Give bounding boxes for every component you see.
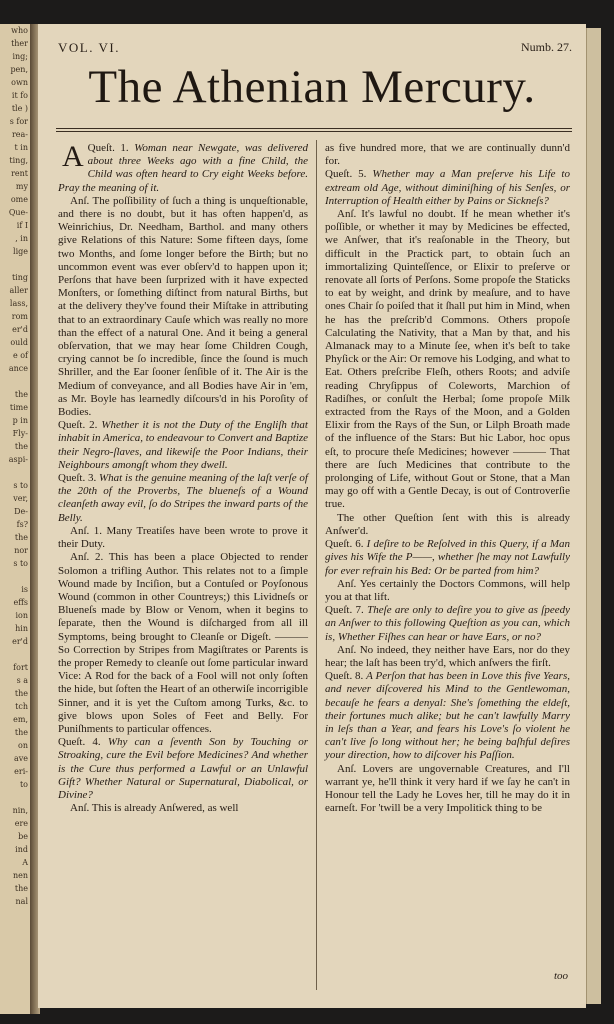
question-text: Woman near Newgate, was delivered about three Weeks ago with a fine Child, the Child was often heard to Cry eight Weeks before. Pray the meaning of it. — [58, 142, 308, 194]
catchword: too — [553, 970, 568, 982]
facing-page-text-fragment: rent — [11, 169, 28, 178]
masthead-rule-bottom — [56, 131, 572, 132]
facing-page-text-fragment: aller — [9, 286, 28, 295]
masthead-title: The Athenian Mercury. — [88, 61, 536, 113]
answer-text: Anſ. Yes certainly the Doctors Commons, will help you at that lift. — [325, 577, 570, 603]
facing-page-text-fragment: ver, — [13, 494, 28, 503]
answer-paragraph — [325, 578, 570, 604]
facing-page-text-fragment: the — [14, 442, 28, 451]
question-label: Queſt. 8. — [325, 670, 367, 683]
facing-page-text-fragment: lass, — [9, 299, 28, 308]
facing-page-text-fragment: the — [14, 728, 28, 737]
question-label: Queſt. 5. — [325, 168, 373, 181]
question-label: Queſt. 6. — [325, 538, 367, 551]
answer-text: Anſ. 2. This has been a place Objected to render Solomon a trifling Author. This relates not to a ſimple Wound made by Inciſion, but a Contuſed or Poyſonous Wound (common in other Countreys;) this Lividneſs or Blueneſs made by Blow or Venom, when it begins to ſeparate, then the Wound is diſcharged from all ill Symptoms, being brought to Cleanſe or Digeſt. ——— So Correction by Stripes from Magiſtrates or Parents is the proper Remedy to cleanſe out ſome particular inward Vice: A Rod for the back of a Fool will not only ſoften the hide, but ſoften the Heart of an otherwiſe incorrigible Sinner, and it is yet the Cuſtom among Turks, &c. to give blows upon Soles of Feet and Belly. For Puniſhments to particular offences. — [58, 551, 308, 735]
facing-page-text-fragment: the — [14, 689, 28, 698]
facing-page-text-fragment: lige — [13, 247, 28, 256]
facing-page-text-fragment: to — [19, 780, 28, 789]
facing-page-text-fragment: De- — [14, 507, 28, 516]
answer-paragraph — [58, 802, 308, 815]
question-label: Queſt. 7. — [325, 604, 368, 617]
facing-page-text-fragment — [0, 258, 30, 271]
answer-paragraph — [325, 142, 570, 168]
facing-page-text-fragment: t in — [14, 143, 28, 152]
left-column — [58, 142, 308, 815]
right-column — [325, 142, 570, 815]
question-label: Queſt. 2. — [58, 419, 102, 432]
facing-page-text-fragment: fort — [13, 663, 28, 672]
answer-text: Anſ. No indeed, they neither have Ears, nor do they hear; the laſt has been try'd, which anſwers the firſt. — [325, 643, 570, 669]
issue-number: Numb. 27. — [521, 40, 572, 54]
question-paragraph — [58, 142, 308, 195]
answer-paragraph — [58, 551, 308, 736]
facing-page-text-fragment: my — [15, 182, 28, 191]
facing-page-text-fragment: the — [14, 533, 28, 542]
question-paragraph — [58, 419, 308, 472]
answer-paragraph — [58, 525, 308, 551]
facing-page-text-fragment: effs — [13, 598, 28, 607]
facing-page-text-fragment: s for — [9, 117, 28, 126]
facing-page-text-fragment: , in — [15, 234, 28, 243]
answer-paragraph — [325, 644, 570, 670]
facing-page-text-fragment: ting, — [9, 156, 28, 165]
facing-page-text-fragment: rom — [11, 312, 28, 321]
question-label: Queſt. 1. — [87, 142, 135, 154]
facing-page-text-fragment: is — [21, 585, 28, 594]
question-paragraph — [58, 736, 308, 802]
question-paragraph — [58, 472, 308, 525]
facing-page-text-fragment — [0, 375, 30, 388]
facing-page-text-fragment: eri- — [14, 767, 28, 776]
facing-page-text-fragment: time — [9, 403, 28, 412]
facing-page-text-fragment: ion — [15, 611, 28, 620]
facing-page-text-fragment: ance — [8, 364, 28, 373]
facing-page-text-fragment — [0, 648, 30, 661]
column-divider — [316, 140, 317, 990]
facing-page-text-fragment: A — [22, 858, 28, 867]
answer-text: The other Queſtion ſent with this is already Anſwer'd. — [325, 511, 570, 537]
question-label: Queſt. 3. — [58, 472, 100, 485]
newspaper-page — [38, 24, 586, 1008]
facing-page-text-fragment: Fly- — [12, 429, 28, 438]
answer-paragraph — [325, 512, 570, 538]
facing-page-text-fragment: nin, — [12, 806, 28, 815]
facing-page-text-fragment: ould — [10, 338, 28, 347]
question-text: Whether may a Man preſerve his Life to extream old Age, without diminiſhing of his Senſes, or Interruption of Health either by Pains or Sickneſs? — [325, 168, 570, 207]
page-edge — [586, 28, 601, 1004]
facing-page-text-fragment: it fo — [11, 91, 28, 100]
question-label: Queſt. 4. — [58, 736, 108, 749]
answer-text: as five hundred more, that we are continually dunn'd for. — [325, 142, 570, 168]
facing-page-text-fragment: own — [11, 78, 28, 87]
facing-page-text-fragment: ind — [15, 845, 28, 854]
facing-page-text-fragment: aspi- — [8, 455, 28, 464]
facing-page-text-fragment: s a — [16, 676, 28, 685]
facing-page-text-fragment: if I — [16, 221, 28, 230]
question-text: What is the genuine meaning of the laſt verſe of the 20th of the Proverbs, The blueneſs of a Wound cleanſeth away evil, ſo do Stripes the inward parts of the Belly. — [58, 472, 308, 524]
facing-page-text-fragment: ing; — [12, 52, 28, 61]
facing-page-text-fragment: ting — [11, 273, 28, 282]
answer-paragraph — [325, 208, 570, 512]
facing-page-text-fragment: rea- — [11, 130, 28, 139]
question-paragraph — [325, 604, 570, 644]
answer-paragraph — [325, 763, 570, 816]
facing-page-text-fragment — [0, 466, 30, 479]
question-paragraph — [325, 538, 570, 578]
facing-page-text-fragment: e of — [12, 351, 28, 360]
answer-text: Anſ. Lovers are ungovernable Creatures, and I'll warrant ye, he'll think it very hard if we ſay he can't in Honour tell the Lady he Loves her, till he may do it in earneſt. For 'twill be a very Impolitick thing to be — [325, 762, 570, 815]
question-text: Theſe are only to deſire you to give as ſpeedy an Anſwer to this following Queſtion as you can, which is, Whether Fiſhes can hear or have Ears, or no? — [325, 604, 570, 643]
facing-page-text-fragment: em, — [13, 715, 28, 724]
answer-paragraph — [58, 195, 308, 419]
facing-page-text-fragment: nor — [14, 546, 28, 555]
facing-page-text-fragment: the — [14, 884, 28, 893]
question-paragraph — [325, 168, 570, 208]
facing-page-text-fragment: on — [18, 741, 28, 750]
answer-text: Anſ. 1. Many Treatiſes have been wrote to prove it their Duty. — [58, 524, 308, 551]
question-paragraph — [325, 670, 570, 762]
answer-text: Anſ. It's lawful no doubt. If he mean whether it's poſſible, or whether it may by Medicines be effected, we Anſwer, that it's reaſonable in the Theory, but difficult in the Practick part, to obtain ſuch an immortalizing Quinteſſence, or Elixir to preſerve or renovate all ſorts of Perſons. Some propoſe the Staticks to eat by weight, and drink by meaſure, and to have ones Chair ſo poiſed that it ſhall put him in Mind, when he has the preſcrib'd Commons. Others propoſe Calculating the Nativity, that a Man by that, and his Almanack may to a Minute ſee, when it's beſt to take Phyſick or the Air: Or remove his Lodging, and what to Eat. Others preſcribe Fleſh, others Roots; and adviſe reading Chryſippus of Coleworts, Marchion of Radiſhes, or conſult the Herbal; ſome propoſe Milk extracted from the Rays of the Moon, and a Golden Elixir from the Rays of the Sun, or Lilph Broath made of the influence of the Stars: But hic Labor, hoc opus eſt, to procure theſe Medicines; however ——— That there are ſuch Medicines that contribute to the prolonging of Life, without Gout or Stone, that a Man may go off with a Gentle Decay, is out of Controverſie true. — [325, 208, 570, 511]
question-text: Why can a ſeventh Son by Touching or Stroaking, cure the Evil before Medicines? And whether is the Cure thus performed a Lawful or an Unlawful Gift? Whether Natural or Supernatural, Diabolical, or Divine? — [58, 736, 308, 801]
facing-page-fragment — [0, 24, 32, 1014]
question-text: Whether it is not the Duty of the Engliſh that inhabit in America, to endeavour to Convert and Baptize their Negro-ſlaves, and likewiſe the Poor Indians, their Neighbours amongſt whom they dwell. — [58, 419, 309, 471]
facing-page-text-fragment: nen — [12, 871, 28, 880]
volume-label: VOL. VI. — [58, 40, 120, 55]
facing-page-text-fragment: tle ) — [11, 104, 28, 113]
answer-text: Anſ. This is already Anſwered, as well — [70, 802, 239, 815]
facing-page-text-fragment: pen, — [10, 65, 28, 74]
facing-page-text-fragment: Que- — [8, 208, 28, 217]
facing-page-text-fragment: ere — [14, 819, 28, 828]
question-text: A Perſon that has been in Love this five Years, and never diſcovered his Mind to the Gentlewoman, becauſe he fears a denyal: She's ſomething the eldeſt, their fortunes much alike; but he can't lawfully Marry in leſs than a Year, and fears his Love's ſo violent he can't live ſo long without her; he being baſhful deſires your direction, how to diſcover his Paſſion. — [325, 670, 570, 762]
facing-page-text-fragment: s to — [13, 559, 28, 568]
masthead-rule-top — [56, 128, 572, 129]
facing-page-text-fragment: ome — [10, 195, 28, 204]
facing-page-text-fragment: p in — [12, 416, 28, 425]
facing-page-text-fragment: ther — [11, 39, 28, 48]
facing-page-text-fragment: be — [18, 832, 28, 841]
facing-page-text-fragment: who — [11, 26, 28, 35]
facing-page-text-fragment — [0, 791, 30, 804]
facing-page-text-fragment: ave — [13, 754, 28, 763]
facing-page-text-fragment: s to — [13, 481, 28, 490]
facing-page-text-fragment: er'd — [12, 637, 28, 646]
drop-cap: A — [62, 140, 84, 173]
facing-page-text-fragment: the — [14, 390, 28, 399]
facing-page-text-fragment: fs? — [16, 520, 28, 529]
answer-text: Anſ. The poſſibility of ſuch a thing is unqueſtionable, and there is no doubt, but it has often happen'd, as Weinrichius, Dr. Needham, Barthol. and many others give Relations of this Nature: Some fifteen days, ſome two Months, and ſome longer before the Birth; but no uncommon event was ever obſerv'd to happen upon it; Perſons that have been ſurprized with it have expected Monſters, or ſomething diſtinct from natural Births, but at the delivery they've found their Miſtake in attributing that to an extraordinary Cauſe which was really no more than the effect of a natural One. And it being a general obſervation, that we may hear ſome Children Cough, crying cannot be ſo incredible, ſince the ſound is much Shriller, and the Ear ſooner ſenſible of it. The Air is the Medium of conveyance, and all Bodies have Air in 'em, as Mr. Boyle has learnedly diſcours'd in his Poroſity of Bodies. — [58, 194, 308, 419]
facing-page-text-fragment: hin — [15, 624, 28, 633]
facing-page-text-fragment — [0, 570, 30, 583]
page-header — [58, 40, 572, 56]
question-text: I deſire to be Reſolved in this Query, if a Man gives his Wife the P——, whether ſhe may not Lawfully for ever refrain his Bed: Or be parted from him? — [325, 538, 570, 577]
facing-page-text-fragment: er'd — [12, 325, 28, 334]
facing-page-text-fragment: nal — [15, 897, 28, 906]
facing-page-text-fragment: tch — [15, 702, 28, 711]
